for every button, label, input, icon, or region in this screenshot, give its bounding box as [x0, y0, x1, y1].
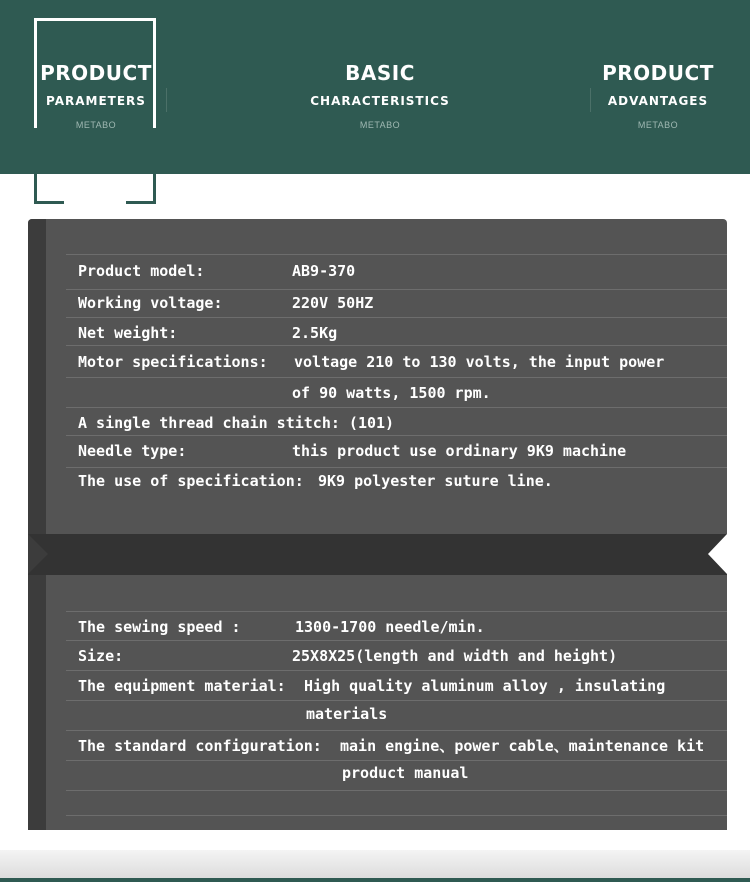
row-divider [66, 790, 727, 791]
panel-stripe [28, 575, 46, 830]
header-tab-characteristics[interactable] [300, 60, 460, 130]
param-label: The use of specification: [78, 472, 304, 490]
spec-value: 1300-1700 needle/min. [295, 618, 485, 636]
header-divider [166, 88, 167, 112]
divider-notch-right [708, 534, 727, 574]
bracket-left-lower [34, 128, 37, 204]
param-label: Product model: [78, 262, 205, 280]
spec-value: product manual [342, 764, 469, 782]
param-label: Net weight: [78, 324, 178, 342]
header-brand: METABO [75, 120, 117, 130]
row-divider [66, 700, 727, 701]
header-brand: METABO [359, 120, 401, 130]
divider-arrow-left [28, 534, 48, 574]
param-value: AB9-370 [292, 262, 356, 280]
row-divider [66, 760, 727, 761]
row-divider [66, 640, 727, 641]
header-subtitle: PARAMETERS [46, 94, 146, 108]
section-divider-band [28, 534, 727, 575]
spec-label: The sewing speed : [78, 618, 241, 636]
param-label: Working voltage: [78, 294, 223, 312]
param-value: 9K9 polyester suture line. [318, 472, 553, 490]
row-divider [66, 730, 727, 731]
bracket-right-lower [153, 128, 156, 204]
header-subtitle: ADVANTAGES [607, 94, 709, 108]
row-divider [66, 289, 727, 290]
spec-value: materials [306, 705, 388, 723]
bracket-foot-left [34, 201, 64, 204]
param-value: of 90 watts, 1500 rpm. [292, 384, 491, 402]
header-tab-advantages[interactable] [590, 60, 726, 130]
bracket-foot-right [126, 201, 156, 204]
param-label: A single thread chain stitch: (101) [78, 414, 395, 432]
row-divider [66, 467, 727, 468]
footer-line [0, 878, 750, 882]
spec-label: The equipment material: [78, 677, 286, 695]
param-label: Motor specifications: [78, 353, 268, 371]
spec-label: The standard configuration: [78, 737, 322, 755]
param-value: voltage 210 to 130 volts, the input power [294, 353, 665, 371]
bracket-top [34, 18, 156, 21]
param-value: 220V 50HZ [292, 294, 374, 312]
row-divider [66, 377, 727, 378]
bracket-right [153, 18, 156, 128]
active-tab-bracket [34, 18, 156, 204]
row-divider [66, 611, 727, 612]
header-subtitle: CHARACTERISTICS [310, 94, 450, 108]
parameters-panel [28, 219, 727, 534]
panel-stripe [28, 219, 46, 534]
row-divider [66, 407, 727, 408]
row-divider [66, 670, 727, 671]
row-divider [66, 345, 727, 346]
header-title: BASIC [345, 61, 415, 85]
spec-value: High quality aluminum alloy , insulating [304, 677, 666, 695]
param-label: Needle type: [78, 442, 187, 460]
param-value: this product use ordinary 9K9 machine [292, 442, 627, 460]
specs-panel [28, 575, 727, 830]
spec-value: 25X8X25(length and width and height) [292, 647, 618, 665]
row-divider [66, 435, 727, 436]
row-divider [66, 254, 727, 255]
row-divider [66, 815, 727, 816]
spec-value: main engine、power cable、maintenance kit [340, 737, 705, 755]
spec-label: Size: [78, 647, 124, 665]
header-title: PRODUCT [40, 61, 152, 85]
row-divider [66, 317, 727, 318]
bracket-left [34, 18, 37, 128]
header-title: PRODUCT [602, 61, 714, 85]
param-value: 2.5Kg [292, 324, 338, 342]
header-brand: METABO [637, 120, 679, 130]
